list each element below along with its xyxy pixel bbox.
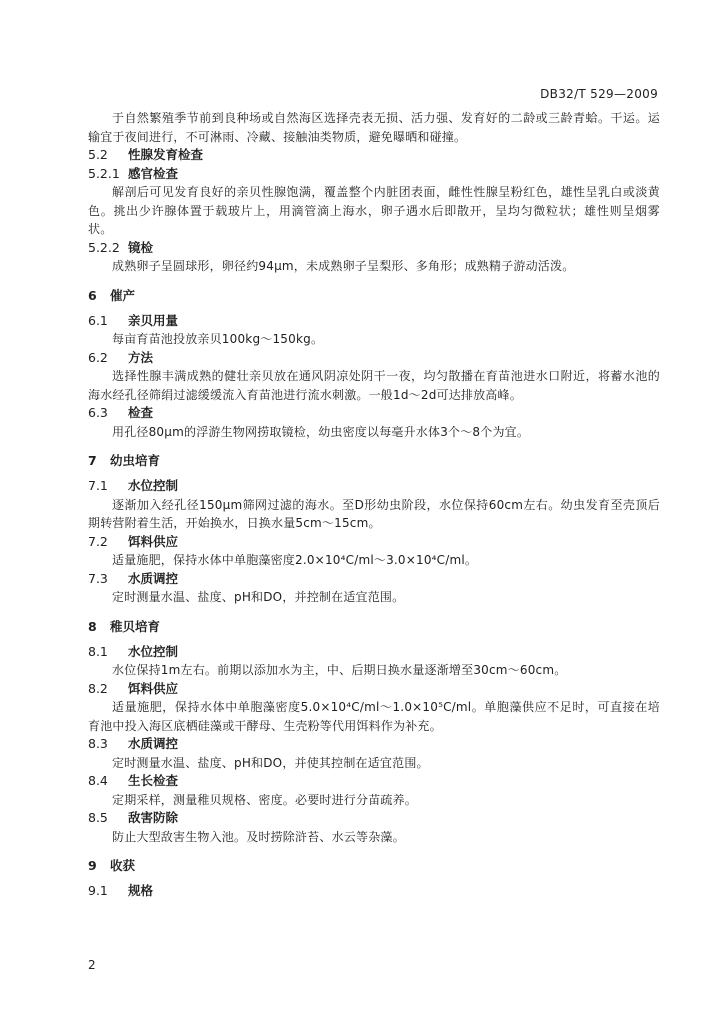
heading-number: 9.1 — [88, 883, 108, 898]
subsection-heading — [88, 643, 660, 662]
section-heading — [88, 856, 660, 876]
paragraph: 定时测量水温、盐度、pH和DO，并使其控制在适宜范围。 — [112, 755, 429, 770]
paragraph: 水位保持1m左右。前期以添加水为主，中、后期日换水量逐渐增至30cm～60cm。 — [112, 663, 567, 677]
paragraph: 适量施肥，保持水体中单胞藻密度2.0×10⁴C/ml～3.0×10⁴C/ml。 — [112, 553, 478, 567]
paragraph: 于自然繁殖季节前到良种场或自然海区选择壳表无损、活力强、发育好的二龄或三龄青蛤。干运。运输宜于夜间进行，不可淋雨、冷藏、接触油类物质，避免曝晒和碰撞。 — [88, 111, 660, 144]
heading-number: 8 — [88, 618, 97, 634]
heading-number: 8.1 — [88, 643, 108, 659]
subsection-heading — [88, 477, 660, 496]
heading-title: 饵料供应 — [128, 680, 179, 696]
heading-number: 7.3 — [88, 570, 108, 586]
heading-title: 亲贝用量 — [128, 312, 179, 328]
subsection-heading — [88, 146, 660, 165]
heading-number: 6 — [88, 287, 97, 303]
section-heading — [88, 286, 660, 306]
paragraph: 适量施肥，保持水体中单胞藻密度5.0×10⁴C/ml～1.0×10⁵C/ml。单胞藻供应不足时，可直接在培育池中投入海区底栖硅藻或干酵母、生壳粉等代用饵料作为补充。 — [88, 700, 660, 733]
heading-title: 水位控制 — [128, 478, 179, 493]
heading-number: 8.3 — [88, 736, 108, 751]
heading-title: 敌害防除 — [128, 810, 179, 825]
heading-title: 幼虫培育 — [110, 453, 161, 468]
heading-number: 5.2.1 — [88, 165, 120, 181]
heading-number: 6.1 — [88, 312, 108, 328]
heading-title: 规格 — [128, 883, 154, 898]
paragraph: 防止大型敌害生物入池。及时捞除浒苔、水云等杂藻。 — [112, 829, 405, 844]
heading-title: 水位控制 — [128, 643, 179, 659]
heading-number: 7 — [88, 453, 97, 468]
paragraph: 定时测量水温、盐度、pH和DO，并控制在适宜范围。 — [112, 590, 405, 604]
heading-title: 饵料供应 — [128, 533, 179, 549]
heading-number: 8.4 — [88, 773, 108, 788]
subsection-heading — [88, 772, 660, 791]
heading-title: 水质调控 — [128, 736, 179, 751]
heading-title: 催产 — [110, 287, 136, 303]
paragraph: 解剖后可见发育良好的亲贝性腺饱满，覆盖整个内脏团表面，雌性性腺呈粉红色，雄性呈乳白或淡黄色。挑出少许腺体置于载玻片上，用滴管滴上海水，卵子遇水后即散开，呈均匀微粒状；雄性则呈烟雾状。 — [88, 185, 660, 236]
subsection-heading — [88, 680, 660, 699]
subsection-heading — [88, 809, 660, 828]
section-heading — [88, 617, 660, 637]
subsection-heading — [88, 312, 660, 331]
subsection-heading — [88, 404, 660, 423]
subsection-heading — [88, 239, 660, 258]
heading-title: 收获 — [110, 858, 136, 873]
subsection-heading — [88, 349, 660, 368]
subsection-heading — [88, 533, 660, 552]
paragraph: 定期采样，测量稚贝规格、密度。必要时进行分苗疏养。 — [112, 792, 418, 807]
subsection-heading — [88, 882, 660, 901]
heading-number: 9 — [88, 858, 97, 873]
paragraph: 每亩育苗池投放亲贝100kg～150kg。 — [112, 332, 324, 346]
heading-number: 7.1 — [88, 478, 108, 493]
heading-title: 方法 — [128, 349, 154, 365]
section-heading — [88, 451, 660, 471]
paragraph: 成熟卵子呈圆球形，卵径约94μm，未成熟卵子呈梨形、多角形；成熟精子游动活泼。 — [112, 259, 575, 273]
heading-title: 检查 — [128, 405, 154, 420]
heading-number: 7.2 — [88, 533, 108, 549]
heading-title: 性腺发育检查 — [128, 147, 204, 162]
heading-title: 生长检查 — [128, 773, 179, 788]
paragraph: 逐渐加入经孔径150μm筛网过滤的海水。至D形幼虫阶段，水位保持60cm左右。幼虫发育至壳顶后期转营附着生活，开始换水，日换水量5cm～15cm。 — [88, 497, 660, 530]
subsection-heading — [88, 570, 660, 589]
paragraph: 用孔径80μm的浮游生物网捞取镜检，幼虫密度以每毫升水体3个～8个为宜。 — [112, 424, 530, 439]
heading-number: 5.2.2 — [88, 239, 120, 255]
heading-number: 6.3 — [88, 405, 108, 420]
heading-number: 5.2 — [88, 147, 108, 162]
subsection-heading — [88, 165, 660, 184]
page-number: 2 — [88, 958, 96, 972]
standard-code: DB32/T 529—2009 — [540, 87, 658, 101]
paragraph: 选择性腺丰满成熟的健壮亲贝放在通风阴凉处阴干一夜，均匀散播在育苗池进水口附近，将蓄水池的海水经孔径筛绢过滤缓缓流入育苗池进行流水刺激。一般1d～2d可达排放高峰。 — [88, 369, 660, 402]
heading-title: 稚贝培育 — [110, 618, 161, 634]
document-body — [88, 109, 660, 901]
heading-number: 6.2 — [88, 349, 108, 365]
heading-number: 8.2 — [88, 680, 108, 696]
subsection-heading — [88, 735, 660, 754]
heading-title: 镜检 — [128, 239, 154, 255]
heading-title: 水质调控 — [128, 570, 179, 586]
heading-number: 8.5 — [88, 810, 108, 825]
heading-title: 感官检查 — [128, 165, 179, 181]
